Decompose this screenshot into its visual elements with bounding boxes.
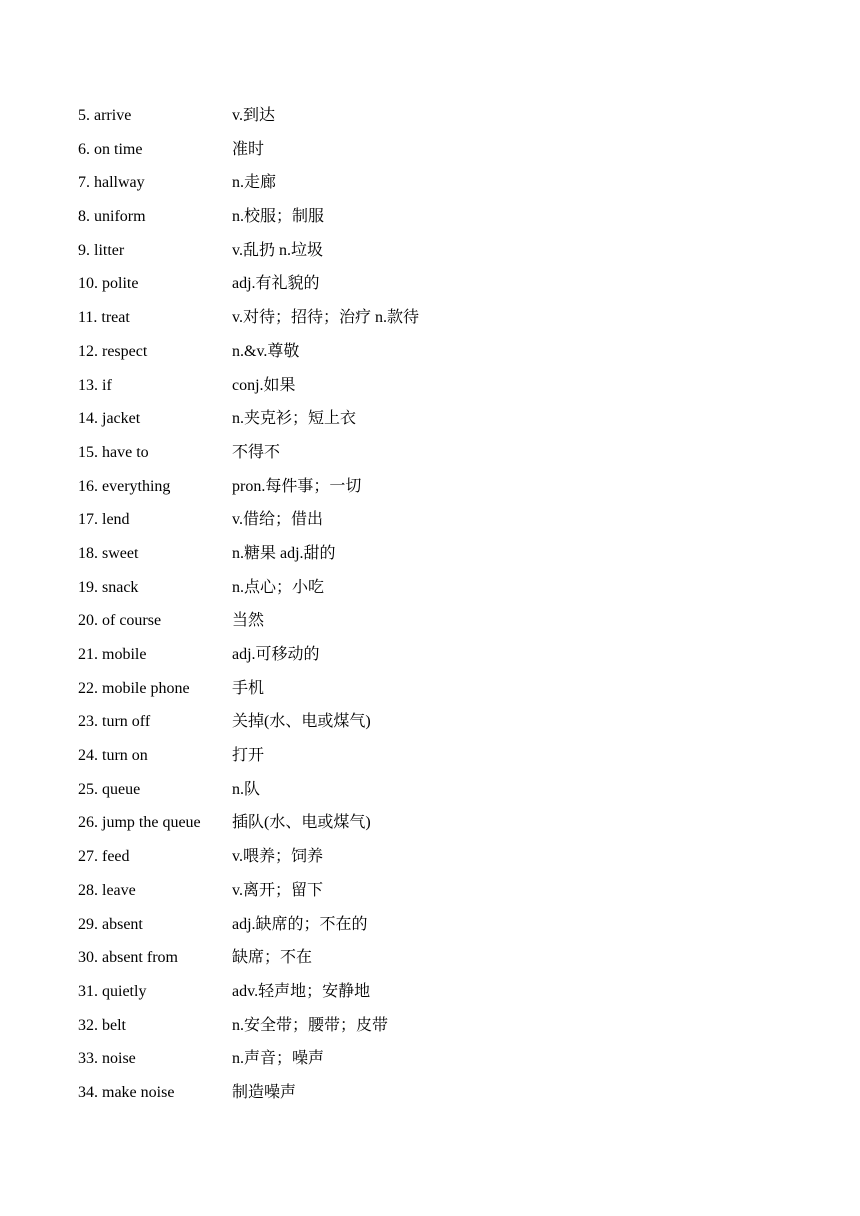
vocab-row	[78, 773, 778, 807]
vocab-meaning: n.走廊	[232, 174, 277, 192]
vocab-term: 20. of course	[78, 612, 162, 630]
vocab-row	[78, 571, 778, 605]
vocab-row	[78, 908, 778, 942]
vocab-meaning: 不得不	[232, 443, 281, 461]
vocab-meaning: adj.缺席的；不在的	[232, 915, 368, 933]
vocab-term: 25. queue	[78, 780, 141, 798]
vocab-row	[78, 369, 778, 403]
vocab-meaning: 插队(水、电或煤气)	[232, 814, 371, 832]
vocab-term: 23. turn off	[78, 713, 151, 731]
vocab-row	[78, 402, 778, 436]
vocab-row	[78, 840, 778, 874]
vocab-row	[78, 975, 778, 1009]
vocab-meaning: n.点心；小吃	[232, 578, 325, 596]
vocab-term: 18. sweet	[78, 544, 139, 562]
vocab-meaning: v.到达	[232, 107, 275, 124]
vocab-row	[78, 267, 778, 301]
vocab-meaning: pron.每件事；一切	[232, 477, 362, 495]
vocab-term: 13. if	[78, 376, 112, 394]
vocab-meaning: adj.可移动的	[232, 646, 320, 663]
vocabulary-list	[78, 99, 778, 1110]
vocab-meaning: v.离开；留下	[232, 881, 323, 899]
vocab-meaning: 打开	[232, 747, 265, 765]
vocab-row	[78, 503, 778, 537]
vocab-term: 11. treat	[78, 309, 130, 327]
vocab-meaning: adj.有礼貌的	[232, 275, 320, 293]
vocab-row	[78, 166, 778, 200]
vocab-row	[78, 537, 778, 571]
vocab-row	[78, 1009, 778, 1043]
vocab-row	[78, 133, 778, 167]
vocab-row	[78, 470, 778, 504]
vocab-row	[78, 335, 778, 369]
vocab-term: 28. leave	[78, 881, 136, 899]
vocab-meaning: n.&v.尊敬	[232, 342, 300, 360]
vocab-term: 14. jacket	[78, 410, 141, 428]
vocab-meaning: n.夹克衫；短上衣	[232, 410, 357, 428]
vocab-term: 21. mobile	[78, 646, 147, 663]
vocab-meaning: 手机	[232, 679, 265, 697]
vocab-term: 19. snack	[78, 578, 139, 596]
vocab-term: 27. feed	[78, 848, 130, 866]
vocab-term: 10. polite	[78, 275, 139, 293]
vocab-meaning: 准时	[232, 140, 265, 158]
vocab-meaning: v.喂养；饲养	[232, 848, 323, 866]
vocab-row	[78, 99, 778, 133]
vocab-meaning: 关掉(水、电或煤气)	[232, 713, 371, 731]
vocab-row	[78, 604, 778, 638]
vocab-term: 16. everything	[78, 477, 171, 495]
vocab-meaning: conj.如果	[232, 376, 296, 394]
vocab-meaning: v.乱扔 n.垃圾	[232, 241, 323, 259]
vocab-term: 7. hallway	[78, 174, 145, 192]
vocab-meaning: n.声音；噪声	[232, 1050, 325, 1068]
vocab-row	[78, 1076, 778, 1110]
vocab-meaning: n.校服；制服	[232, 208, 325, 226]
vocab-row	[78, 200, 778, 234]
vocab-term: 6. on time	[78, 140, 143, 158]
vocab-term: 9. litter	[78, 241, 125, 259]
vocab-term: 29. absent	[78, 915, 143, 933]
vocab-row	[78, 436, 778, 470]
vocab-row	[78, 1042, 778, 1076]
vocab-row	[78, 806, 778, 840]
vocab-row	[78, 234, 778, 268]
vocab-meaning: adv.轻声地；安静地	[232, 982, 371, 1000]
vocab-row	[78, 941, 778, 975]
vocab-row	[78, 301, 778, 335]
vocab-row	[78, 739, 778, 773]
vocab-row	[78, 672, 778, 706]
vocab-term: 31. quietly	[78, 982, 147, 1000]
vocab-meaning: n.队	[232, 780, 261, 798]
vocab-term: 15. have to	[78, 443, 149, 461]
vocab-term: 22. mobile phone	[78, 679, 190, 697]
vocab-row	[78, 874, 778, 908]
vocab-meaning: 当然	[232, 612, 265, 630]
vocab-term: 8. uniform	[78, 208, 146, 226]
vocab-term: 33. noise	[78, 1050, 136, 1068]
vocab-meaning: v.借给；借出	[232, 511, 323, 529]
vocab-term: 12. respect	[78, 342, 148, 360]
vocab-meaning: n.安全带；腰带；皮带	[232, 1016, 389, 1034]
vocab-row	[78, 638, 778, 672]
vocab-term: 34. make noise	[78, 1083, 175, 1101]
vocab-meaning: 制造噪声	[232, 1083, 297, 1101]
vocab-term: 26. jump the queue	[78, 814, 201, 832]
vocab-term: 24. turn on	[78, 747, 148, 765]
vocab-meaning: 缺席；不在	[232, 949, 313, 967]
vocab-term: 17. lend	[78, 511, 130, 529]
vocab-meaning: n.糖果 adj.甜的	[232, 544, 336, 562]
vocab-term: 5. arrive	[78, 107, 132, 124]
vocab-meaning: v.对待；招待；治疗 n.款待	[232, 309, 419, 327]
vocab-row	[78, 705, 778, 739]
vocab-term: 30. absent from	[78, 949, 178, 967]
vocab-term: 32. belt	[78, 1016, 126, 1034]
